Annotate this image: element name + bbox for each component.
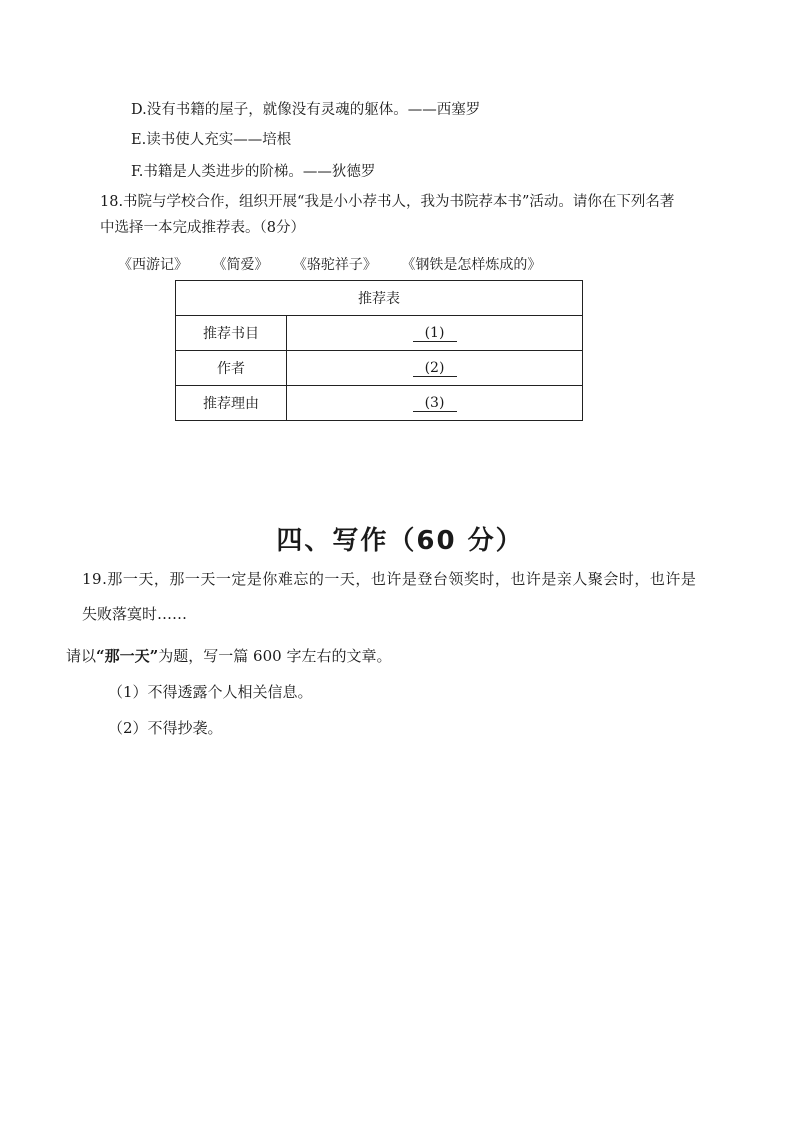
question-19-line-1: 19.那一天，那一天一定是你难忘的一天，也许是登台领奖时，也许是亲人聚会时，也许是 xyxy=(82,570,697,588)
question-19-line-2: 失败落寞时…… xyxy=(82,605,188,623)
row-label: 推荐理由 xyxy=(176,386,287,421)
answer-blank: (1) xyxy=(413,325,457,342)
option-d: D.没有书籍的屋子，就像没有灵魂的躯体。——西塞罗 xyxy=(131,102,481,118)
answer-cell[interactable] xyxy=(287,316,583,351)
book-item: 《骆驼祥子》 xyxy=(292,257,377,273)
book-item: 《简爱》 xyxy=(212,257,269,273)
answer-blank: (2) xyxy=(413,360,457,377)
question-18-line-1: 18.书院与学校合作，组织开展“我是小小荐书人，我为书院荐本书”活动。请你在下列名著 xyxy=(100,194,675,210)
prompt-suffix: 为题，写一篇 600 字左右的文章。 xyxy=(158,647,392,665)
book-item: 《钢铁是怎样炼成的》 xyxy=(401,257,542,273)
section-title: 四、写作（60 分） xyxy=(276,526,524,556)
prompt-title: “那一天” xyxy=(96,647,159,665)
option-e: E.读书使人充实——培根 xyxy=(131,132,292,148)
table-row xyxy=(176,351,583,386)
writing-prompt xyxy=(66,645,391,666)
table-row xyxy=(176,316,583,351)
recommendation-table xyxy=(175,280,583,421)
option-f: F.书籍是人类进步的阶梯。——狄德罗 xyxy=(131,164,376,180)
row-label: 作者 xyxy=(176,351,287,386)
requirement-2: （2）不得抄袭。 xyxy=(108,719,223,737)
book-item: 《西游记》 xyxy=(118,257,188,273)
table-title: 推荐表 xyxy=(176,281,583,316)
requirement-1: （1）不得透露个人相关信息。 xyxy=(108,683,313,701)
row-label: 推荐书目 xyxy=(176,316,287,351)
book-list xyxy=(118,254,561,274)
table-header-row xyxy=(176,281,583,316)
prompt-prefix: 请以 xyxy=(66,647,97,665)
table-row xyxy=(176,386,583,421)
answer-cell[interactable] xyxy=(287,351,583,386)
question-18-line-2: 中选择一本完成推荐表。（8分） xyxy=(100,220,305,236)
answer-blank: (3) xyxy=(413,395,457,412)
answer-cell[interactable] xyxy=(287,386,583,421)
